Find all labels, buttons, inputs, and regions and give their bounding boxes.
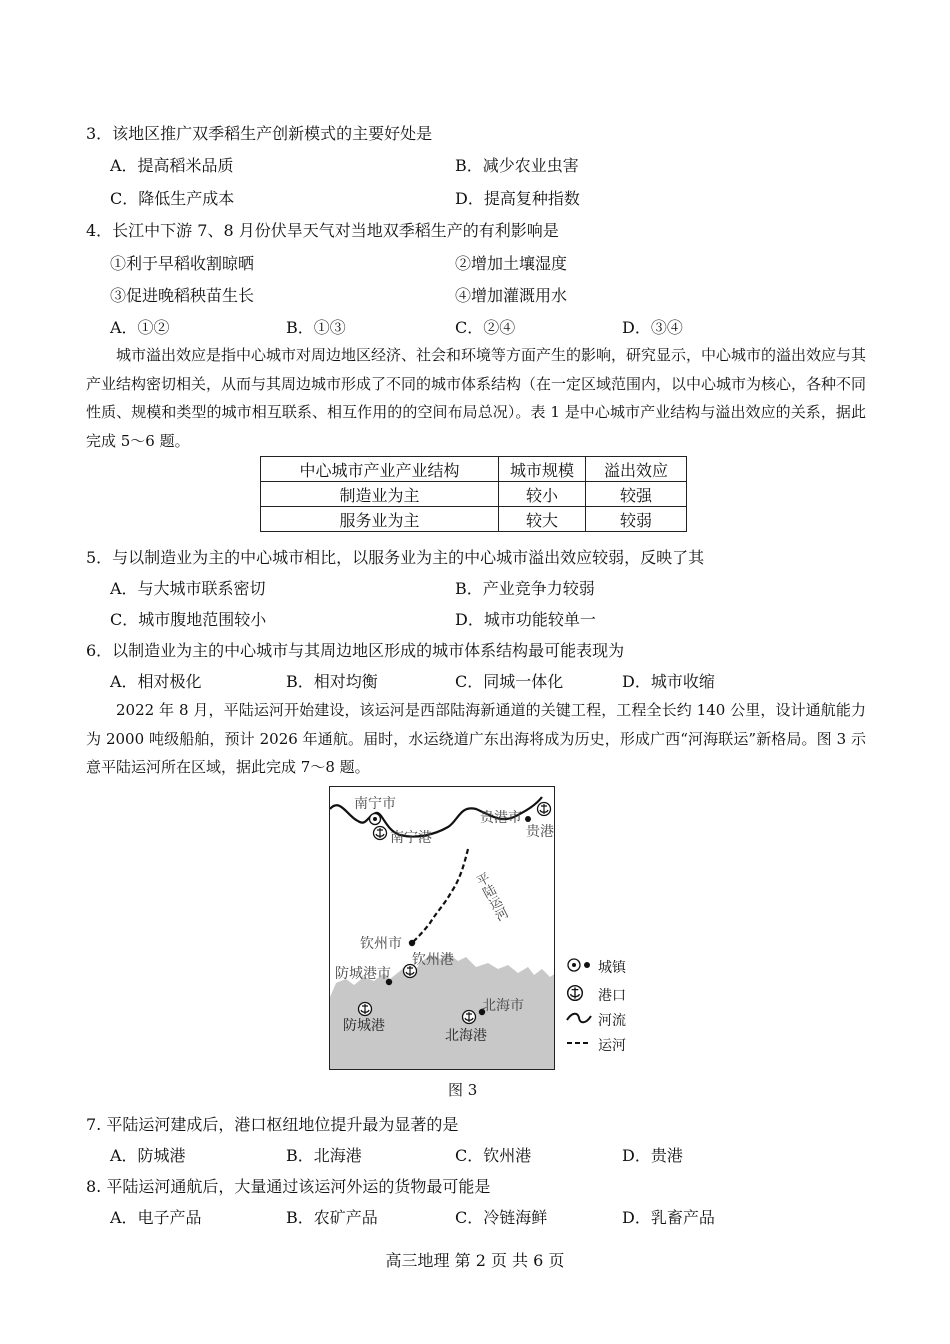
table-cell: 较弱 xyxy=(586,507,687,532)
q5-stem: 5．与以制造业为主的中心城市相比，以服务业为主的中心城市溢出效应较弱，反映了其 xyxy=(86,548,705,567)
table-1 xyxy=(260,456,687,532)
town-icon xyxy=(566,957,596,973)
table-cell: 较强 xyxy=(586,482,687,507)
q4-stem: 4．长江中下游 7、8 月份伏旱天气对当地双季稻生产的有利影响是 xyxy=(86,221,559,240)
table-header-row xyxy=(261,457,687,482)
q6-option-d: D．城市收缩 xyxy=(622,672,715,691)
legend-town-label: 城镇 xyxy=(598,960,626,976)
table-cell: 较小 xyxy=(499,482,586,507)
q4-option-b: B．①③ xyxy=(286,318,346,337)
q3-option-c: C．降低生产成本 xyxy=(110,189,235,208)
figure-caption: 图 3 xyxy=(448,1081,478,1099)
map-label-beihai-port: 北海港 xyxy=(445,1028,487,1044)
map-label-canal: 平陆运河 xyxy=(471,871,510,924)
legend-river-label: 河流 xyxy=(598,1013,626,1029)
q7-option-a: A．防城港 xyxy=(110,1146,186,1165)
q8-option-a: A．电子产品 xyxy=(110,1208,202,1227)
q6-option-c: C．同城一体化 xyxy=(455,672,564,691)
map-label-guigang-city: 贵港市 xyxy=(480,810,522,826)
map-label-qinzhou-city: 钦州市 xyxy=(360,936,402,952)
q5-option-c: C．城市腹地范围较小 xyxy=(110,610,267,629)
legend-river xyxy=(566,1008,656,1030)
q7-option-b: B．北海港 xyxy=(286,1146,362,1165)
q3-stem: 3．该地区推广双季稻生产创新模式的主要好处是 xyxy=(86,124,433,143)
q4-option-c: C．②④ xyxy=(455,318,516,337)
port-icon-guigang xyxy=(536,801,552,817)
town-dot-qinzhou xyxy=(409,940,415,946)
legend-port xyxy=(566,983,656,1005)
table-row xyxy=(261,507,687,532)
page-footer: 高三地理 第 2 页 共 6 页 xyxy=(385,1251,565,1270)
map-label-nanning-city: 南宁市 xyxy=(354,796,396,812)
legend-canal-label: 运河 xyxy=(598,1038,626,1054)
map-label-fangcheng-port: 防城港 xyxy=(343,1018,385,1034)
table-row xyxy=(261,482,687,507)
passage-urban-spillover xyxy=(86,341,866,455)
port-icon-nanning xyxy=(372,825,388,841)
q4-statement-3: ③促进晚稻秧苗生长 xyxy=(110,286,255,305)
table-header: 溢出效应 xyxy=(586,457,687,482)
canal-line xyxy=(412,849,468,943)
q5-option-a: A．与大城市联系密切 xyxy=(110,579,266,598)
q4-option-a: A．①② xyxy=(110,318,170,337)
q3-option-a: A．提高稻米品质 xyxy=(110,156,234,175)
q8-option-c: C．冷链海鲜 xyxy=(455,1208,548,1227)
legend-canal xyxy=(566,1033,656,1055)
q6-option-a: A．相对极化 xyxy=(110,672,202,691)
map-label-qinzhou-port: 钦州港 xyxy=(412,952,454,968)
q8-option-d: D．乳畜产品 xyxy=(622,1208,715,1227)
q3-option-b: B．减少农业虫害 xyxy=(455,156,579,175)
q8-stem: 8. 平陆运河通航后，大量通过该运河外运的货物最可能是 xyxy=(86,1177,491,1196)
q7-stem: 7. 平陆运河建成后，港口枢纽地位提升最为显著的是 xyxy=(86,1115,459,1134)
q6-stem: 6．以制造业为主的中心城市与其周边地区形成的城市体系结构最可能表现为 xyxy=(86,641,625,660)
map-label-nanning-port: 南宁港 xyxy=(390,830,432,846)
river-icon xyxy=(566,1012,592,1024)
table-cell: 制造业为主 xyxy=(261,482,499,507)
port-icon xyxy=(566,984,584,1002)
q7-option-c: C．钦州港 xyxy=(455,1146,532,1165)
map-label-fangcheng-city: 防城港市 xyxy=(335,966,391,982)
legend-port-label: 港口 xyxy=(598,988,626,1004)
q7-option-d: D．贵港 xyxy=(622,1146,683,1165)
q4-statement-4: ④增加灌溉用水 xyxy=(455,286,568,305)
port-icon-beihai xyxy=(461,1009,477,1025)
q6-option-b: B．相对均衡 xyxy=(286,672,378,691)
q3-option-d: D．提高复种指数 xyxy=(455,189,580,208)
passage-urban-spillover-text: 城市溢出效应是指中心城市对周边地区经济、社会和环境等方面产生的影响，研究显示，中心城市的溢出效应与其产业结构密切相关，从而与其周边城市形成了不同的城市体系结构（在一定区域范围内，以中心城市为核心，各种不同性质、规模和类型的城市相互联系、相互作用的的空间布局总况）。表 1 是中心城市产业结构与溢出效应的关系，据此完成 5～6 题。 xyxy=(86,346,867,450)
table-header: 城市规模 xyxy=(499,457,586,482)
table-cell: 服务业为主 xyxy=(261,507,499,532)
q4-option-d: D．③④ xyxy=(622,318,683,337)
map-label-guigang-port: 贵港 xyxy=(526,824,554,840)
q5-option-d: D．城市功能较单一 xyxy=(455,610,596,629)
q5-option-b: B．产业竞争力较弱 xyxy=(455,579,595,598)
passage-pinglu-canal xyxy=(86,696,866,782)
q4-statement-2: ②增加土壤湿度 xyxy=(455,254,568,273)
table-cell: 较大 xyxy=(499,507,586,532)
figure-3-map xyxy=(329,786,555,1070)
q8-option-b: B．农矿产品 xyxy=(286,1208,378,1227)
table-header: 中心城市产业产业结构 xyxy=(261,457,499,482)
q4-statement-1: ①利于早稻收割晾晒 xyxy=(110,254,255,273)
map-label-beihai-city: 北海市 xyxy=(482,998,524,1014)
passage-pinglu-canal-text: 2022 年 8 月，平陆运河开始建设，该运河是西部陆海新通道的关键工程，工程全长约 140 公里，设计通航能力为 2000 吨级船舶，预计 2026 年通航。届时，水运绕道广东出海将成为历史，形成广西“河海联运”新格局。图 3 示意平陆运河所在区域，据此完成 7～8 题。 xyxy=(86,701,866,776)
canal-icon xyxy=(566,1039,592,1047)
legend-town xyxy=(566,955,656,977)
